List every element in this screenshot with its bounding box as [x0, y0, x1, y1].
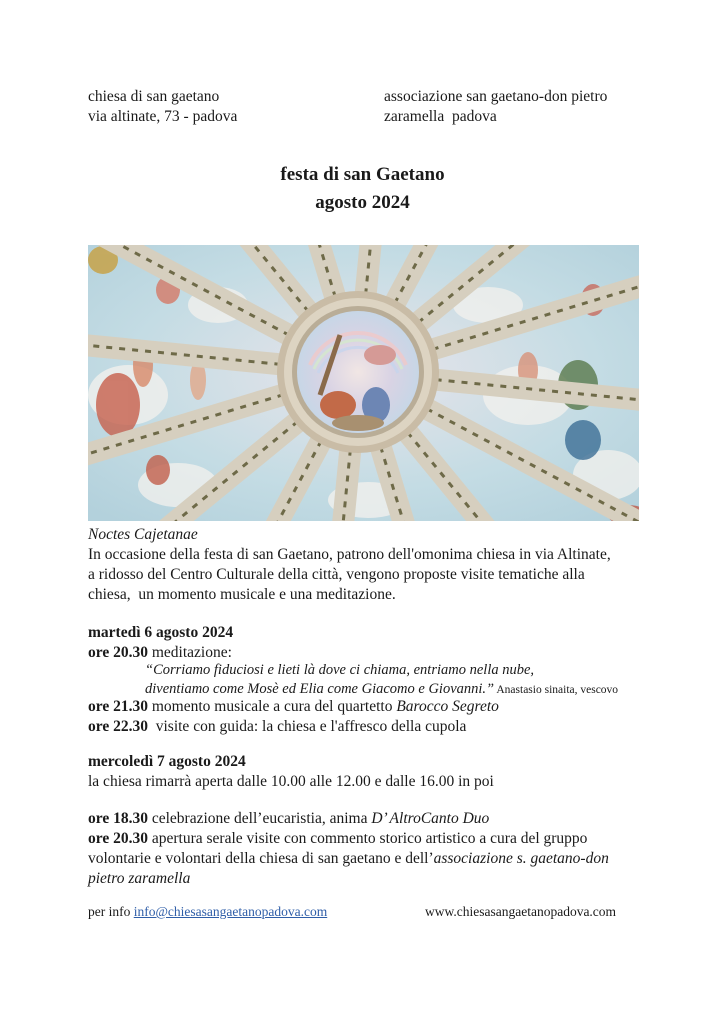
- day2-opening-hours: la chiesa rimarrà aperta dalle 10.00 alle 12.00 e dalle 16.00 in poi: [88, 773, 494, 790]
- intro-heading: Noctes Cajetanae: [88, 526, 198, 543]
- ensemble-name: Barocco Segreto: [396, 698, 499, 715]
- event-time: ore 20.30: [88, 830, 148, 847]
- event-time: ore 21.30: [88, 698, 148, 715]
- day1-event-music: [88, 697, 499, 717]
- meditation-quote: [145, 661, 618, 700]
- email-link[interactable]: info@chiesasangaetanopadova.com: [133, 904, 328, 919]
- association-city: zaramella padova: [384, 108, 497, 125]
- intro-text: [88, 545, 611, 605]
- day2-event-mass: [88, 809, 489, 829]
- event-text: celebrazione dell’eucaristia, anima: [147, 810, 372, 827]
- day1-event-meditation: [88, 643, 232, 663]
- church-name: chiesa di san gaetano: [88, 88, 220, 105]
- quote-author: Anastasio sinaita, vescovo: [494, 684, 619, 696]
- intro-line: a ridosso del Centro Culturale della città, vengono proposte visite tematiche alla: [88, 566, 585, 583]
- event-time: ore 20.30: [88, 644, 148, 661]
- intro-line: In occasione della festa di san Gaetano, patrono dell'omonima chiesa in via Altinate,: [88, 546, 611, 563]
- day1-event-tour: [88, 717, 466, 737]
- church-address: [88, 87, 237, 127]
- page-subtitle: agosto 2024: [315, 192, 410, 213]
- day2-event-evening-visit: [88, 829, 609, 889]
- info-label: per info: [88, 904, 134, 919]
- day2-date: mercoledì 7 agosto 2024: [88, 753, 246, 770]
- association-address: [384, 87, 607, 127]
- quote-line-text: diventiamo come Mosè ed Elia come Giacomo e Giovanni.”: [145, 681, 495, 697]
- dome-fresco-image: [88, 245, 639, 521]
- website-text: www.chiesasangaetanopadova.com: [425, 904, 617, 919]
- page-title: festa di san Gaetano: [280, 164, 445, 185]
- event-text: apertura serale visite con commento storico artistico a cura del gruppo: [147, 830, 588, 847]
- association-italic: associazione s. gaetano-don: [433, 850, 609, 867]
- dome-fresco-icon: [88, 245, 639, 521]
- event-text: meditazione:: [147, 644, 232, 661]
- event-text-cont: volontarie e volontari della chiesa di san gaetano e dell’: [88, 850, 434, 867]
- quote-line: “Corriamo fiduciosi e lieti là dove ci chiama, entriamo nella nube,: [145, 662, 535, 678]
- event-time: ore 22.30: [88, 718, 148, 735]
- church-street: via altinate, 73 - padova: [88, 108, 238, 125]
- event-text: visite con guida: la chiesa e l'affresco della cupola: [147, 718, 467, 735]
- event-time: ore 18.30: [88, 810, 148, 827]
- footer-info: [88, 903, 327, 921]
- association-name: associazione san gaetano-don pietro: [384, 88, 608, 105]
- intro-line: chiesa, un momento musicale e una meditazione.: [88, 586, 396, 603]
- association-italic-cont: pietro zaramella: [88, 870, 191, 887]
- day1-date: martedì 6 agosto 2024: [88, 624, 234, 641]
- event-text: momento musicale a cura del quartetto: [147, 698, 397, 715]
- ensemble-name: D’ AltroCanto Duo: [371, 810, 490, 827]
